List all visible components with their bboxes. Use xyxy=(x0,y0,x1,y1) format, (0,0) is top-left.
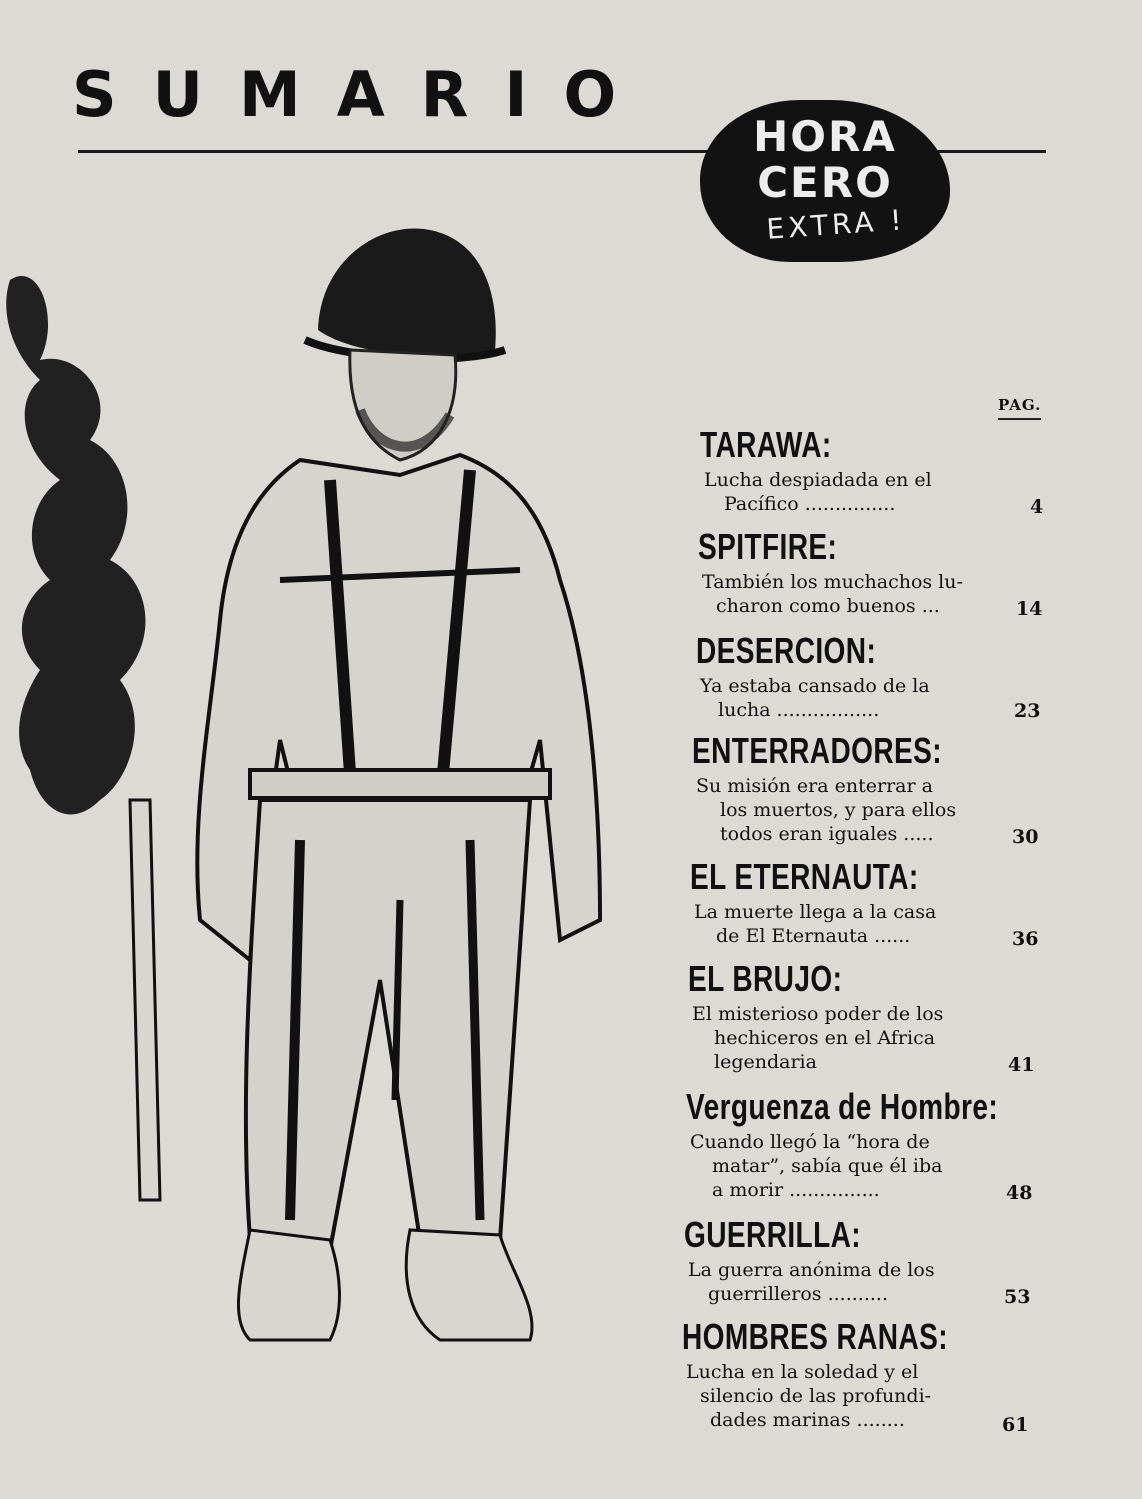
entry-page-number: 41 xyxy=(1008,1054,1035,1076)
entry-page-number: 36 xyxy=(1012,928,1039,950)
entry-line: guerrilleros .......... xyxy=(708,1283,888,1305)
soldier-illustration xyxy=(0,200,680,1450)
entry-description xyxy=(692,774,1002,846)
entry-page-number: 48 xyxy=(1006,1182,1033,1204)
toc-entry xyxy=(682,1318,1002,1432)
smoke-cloud xyxy=(6,276,145,814)
entry-line: Su misión era enterrar a xyxy=(696,775,933,797)
entry-line: a morir ............... xyxy=(712,1179,880,1201)
entry-line: La guerra anónima de los xyxy=(688,1259,935,1281)
entry-description xyxy=(682,1360,1002,1432)
left-boot xyxy=(238,1230,339,1340)
hora-cero-logo xyxy=(700,100,950,262)
logo-line-2: CERO xyxy=(757,158,893,207)
toc-entry xyxy=(696,632,996,722)
entry-line: La muerte llega a la casa xyxy=(694,901,937,923)
logo-line-3: EXTRA ! xyxy=(765,203,907,246)
entry-line: Pacífico ............... xyxy=(724,493,896,515)
entry-title: Verguenza de Hombre: xyxy=(686,1086,999,1127)
entry-description xyxy=(696,674,996,722)
entry-title: ENTERRADORES: xyxy=(692,730,943,771)
entry-page-number: 23 xyxy=(1014,700,1041,722)
entry-line: charon como buenos ... xyxy=(716,595,940,617)
entry-description xyxy=(698,570,998,618)
entry-line: silencio de las profundi- xyxy=(700,1385,932,1407)
entry-title: HOMBRES RANAS: xyxy=(682,1316,948,1357)
entry-line: hechiceros en el Africa xyxy=(714,1027,936,1049)
entry-page-number: 53 xyxy=(1004,1286,1031,1308)
entry-line: También los muchachos lu- xyxy=(702,571,963,593)
entry-title: SPITFIRE: xyxy=(698,526,838,567)
entry-description xyxy=(686,1130,1016,1202)
logo-line-1: HORA xyxy=(753,112,897,161)
entry-title: EL BRUJO: xyxy=(688,958,843,999)
entry-line: de El Eternauta ...... xyxy=(716,925,911,947)
entry-line: los muertos, y para ellos xyxy=(720,799,957,821)
entry-title: TARAWA: xyxy=(700,424,832,465)
entry-line: matar”, sabía que él iba xyxy=(712,1155,943,1177)
entry-description xyxy=(700,468,1000,516)
toc-entry xyxy=(700,426,1000,516)
toc-entry xyxy=(690,858,1000,948)
entry-title: GUERRILLA: xyxy=(684,1214,862,1255)
entry-line: lucha ................. xyxy=(718,699,880,721)
helmet xyxy=(318,228,496,356)
page-title: SUMARIO xyxy=(72,58,653,131)
entry-line: Ya estaba cansado de la xyxy=(700,675,930,697)
entry-page-number: 30 xyxy=(1012,826,1039,848)
entry-page-number: 14 xyxy=(1016,598,1043,620)
entry-page-number: 61 xyxy=(1002,1414,1029,1436)
entry-line: El misterioso poder de los xyxy=(692,1003,944,1025)
toc-entry xyxy=(692,732,1002,846)
right-boot xyxy=(406,1230,532,1340)
entry-title: DESERCION: xyxy=(696,630,877,671)
toc-entry xyxy=(688,960,998,1074)
page-column-label: PAG. xyxy=(998,396,1041,420)
rifle xyxy=(130,800,160,1200)
entry-line: Lucha en la soledad y el xyxy=(686,1361,919,1383)
entry-title: EL ETERNAUTA: xyxy=(690,856,919,897)
toc-entry xyxy=(686,1088,1016,1202)
entry-line: Lucha despiadada en el xyxy=(704,469,932,491)
toc-entry xyxy=(684,1216,994,1306)
toc-entry xyxy=(698,528,998,618)
entry-line: Cuando llegó la “hora de xyxy=(690,1131,930,1153)
entry-description xyxy=(684,1258,994,1306)
entry-line: legendaria xyxy=(714,1051,817,1073)
entry-page-number: 4 xyxy=(1030,496,1044,518)
entry-description xyxy=(690,900,1000,948)
entry-description xyxy=(688,1002,998,1074)
entry-line: dades marinas ........ xyxy=(710,1409,905,1431)
entry-line: todos eran iguales ..... xyxy=(720,823,934,845)
belt xyxy=(250,770,550,798)
